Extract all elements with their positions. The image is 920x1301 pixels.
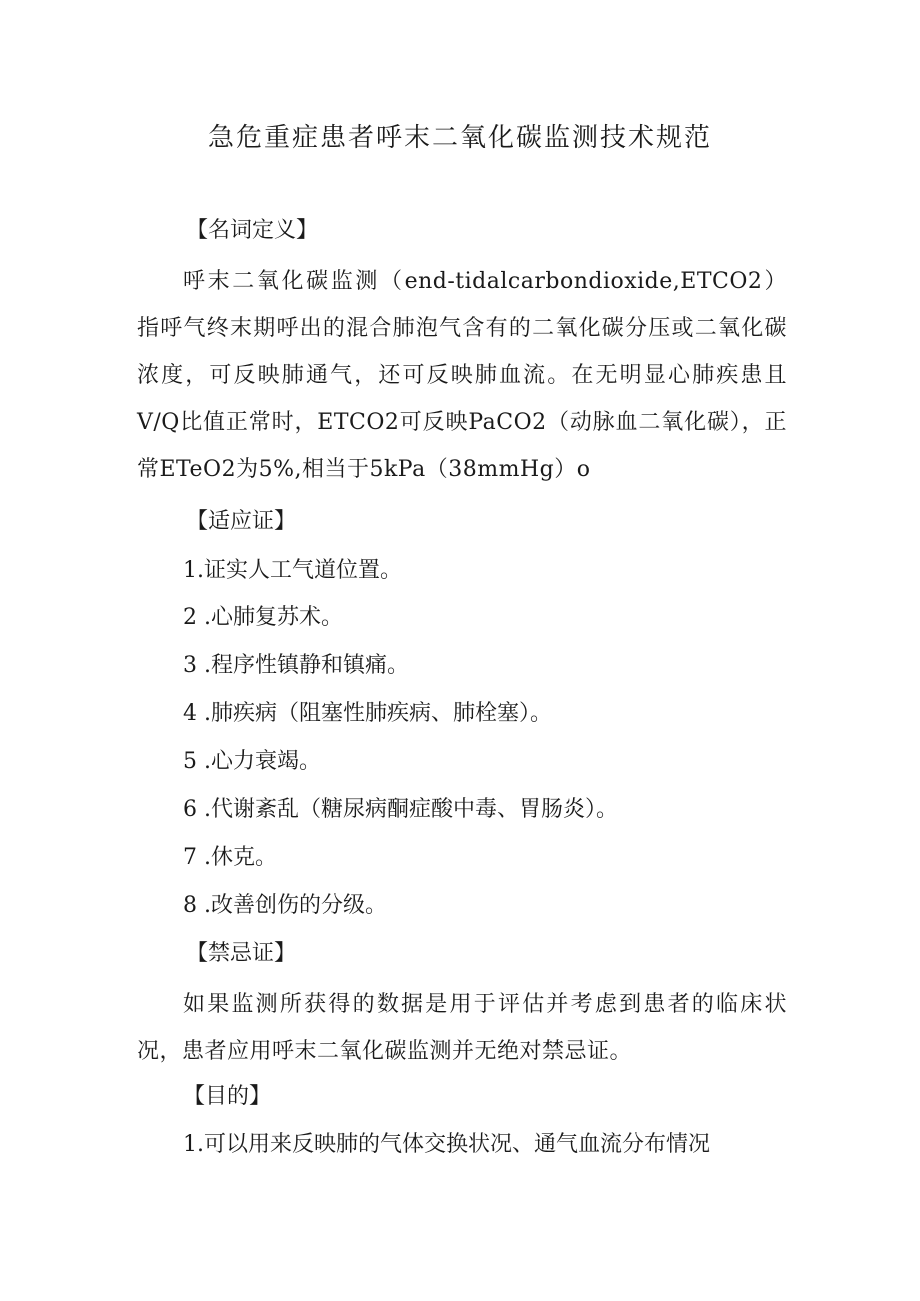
contraindications-paragraph: 如果监测所获得的数据是用于评估并考虑到患者的临床状况，患者应用呼末二氧化碳监测并无绝对禁忌证。 [137, 992, 787, 1064]
definition-paragraph: 呼末二氧化碳监测（end-tidalcarbondioxide,ETCO2）指呼气终末期呼出的混合肺泡气含有的二氧化碳分压或二氧化碳浓度，可反映肺通气，还可反映肺血流。在无明显心肺疾患且V/Q比值正常时，ETCO2可反映PaCO2（动脉血二氧化碳），正常ETeO2为5%,相当于5kPa（38mmHg）o [137, 269, 787, 482]
definition-heading: 【名词定义】 [186, 218, 319, 243]
indication-item-1: 1.证实人工气道位置。 [183, 558, 402, 583]
indication-item-2: 2 .心肺复苏术。 [183, 605, 343, 630]
indication-item-5: 5 .心力衰竭。 [183, 749, 321, 774]
indication-item-3: 3 .程序性镇静和镇痛。 [183, 653, 409, 678]
contraindications-heading: 【禁忌证】 [186, 941, 297, 966]
document-title: 急危重症患者呼末二氧化碳监测技术规范 [207, 123, 712, 153]
indication-item-7: 7 .休克。 [183, 845, 277, 870]
purpose-item-1: 1.可以用来反映肺的气体交换状况、通气血流分布情况 [183, 1132, 710, 1157]
indication-item-6: 6 .代谢紊乱（糖尿病酮症酸中毒、胃肠炎）。 [183, 797, 618, 822]
indications-heading: 【适应证】 [186, 509, 297, 534]
indication-item-8: 8 .改善创伤的分级。 [183, 893, 387, 918]
purpose-heading: 【目的】 [183, 1084, 272, 1109]
indication-item-4: 4 .肺疾病（阻塞性肺疾病、肺栓塞）。 [183, 701, 552, 726]
